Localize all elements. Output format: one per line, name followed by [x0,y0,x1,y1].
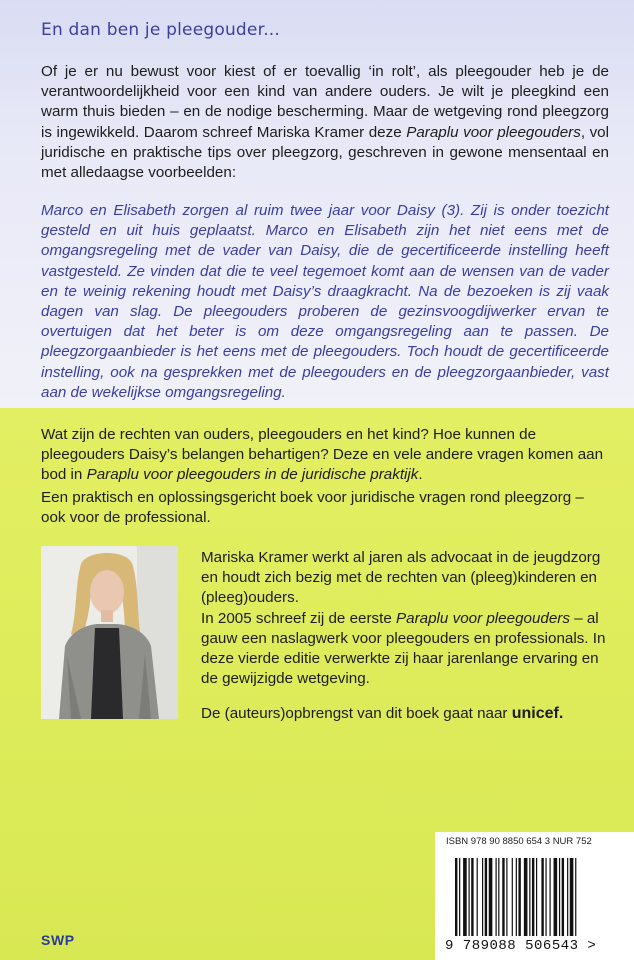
questions-text-2: . [418,466,423,484]
tagline: Een praktisch en oplossingsgericht boek voor juridische vragen rond pleegzorg – ook voor de professional. [41,489,584,527]
unicef-logo: unicef. [511,705,564,722]
author-portrait-icon [41,546,178,719]
author-bio [201,548,609,689]
intro-paragraph [41,62,609,183]
barcode-digits: 9 789088 506543 > [445,938,597,954]
isbn-line: ISBN 978 90 8850 654 3 NUR 752 [446,836,592,847]
intro-text-2: , vol juridische en praktische tips over pleegzorg, geschreven in gewone mensentaal en met alledaagse voorbeelden: [41,123,609,182]
back-cover-heading: En dan ben je pleegouder... [41,20,281,40]
author-bio-text-3: – al gauw een naslagwerk voor pleegouders en professionals. In deze vierde editie verwerkte zij haar jarenlange ervaring en de gewijzigde wetgeving. [201,609,606,688]
proceeds-text: De (auteurs)opbrengst van dit boek gaat naar [201,705,512,722]
questions-paragraph [41,425,609,486]
intro-book-title: Paraplu voor pleegouders [406,123,581,141]
author-bio-paragraph-1: Mariska Kramer werkt al jaren als advocaat in de jeugdzorg en houdt zich bezig met de rechten van (pleeg)kinderen en (pleeg)ouders. [201,549,601,607]
intro-text-1: Of je er nu bewust voor kiest of er toevallig ‘in rolt’, als pleegouder heb je de verantwoordelijkheid voor een kind van andere ouders. Je wilt je pleegkind een warm thuis bieden – en de nodige bescherming. Maar de wetgeving rond pleegzorg is ingewikkeld. Daarom schreef Mariska Kramer deze [41,63,609,141]
questions-book-title: Paraplu voor pleegouders in de juridische praktijk [86,466,419,484]
questions-text-1: Wat zijn de rechten van ouders, pleegouders en het kind? Hoe kunnen de pleegouders Daisy’s belangen behartigen? Deze en vele andere vragen komen aan bod in [41,426,604,484]
barcode-area [435,832,634,960]
barcode-icon [455,858,615,938]
author-bio-book-title: Paraplu voor pleegouders [396,609,570,627]
publisher-logo: SWP [41,932,75,948]
case-example: Marco en Elisabeth zorgen al ruim twee jaar voor Daisy (3). Zij is onder toezicht gesteld en uit huis geplaatst. Marco en Elisabeth zijn het niet eens met de omgangsregeling met de vader van Daisy, die de gecertificeerde instelling heeft vastgesteld. Ze vinden dat die te veel tegemoet komt aan de wensen van de vader en te weinig rekening houdt met Daisy’s draagkracht. Na de bezoeken is zij vaak dagen van slag. De pleegouders proberen de gezinsvoogdijwerker ervan te overtuigen dat het beter is om deze omgangsregeling aan te passen. De pleegzorgaanbieder is het eens met de pleegouders. Toch houdt de gecertificeerde instelling, ook na gesprekken met de pleegouders en de pleegzorgaanbieder, vast aan de wekelijkse omgangsregeling. [41,202,609,401]
author-photo [41,546,178,719]
author-bio-text-2: In 2005 schreef zij de eerste [201,609,397,627]
proceeds-line [201,705,563,723]
